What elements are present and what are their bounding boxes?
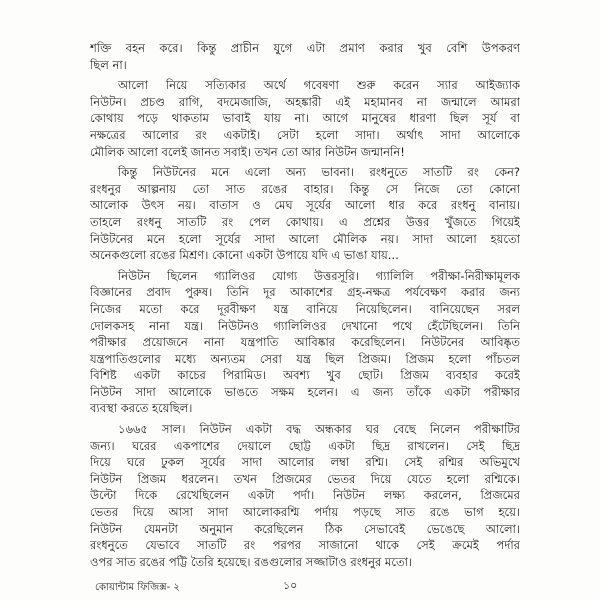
text-line: দিয়ে ঘরে ঢুকল সূর্যের সাদা আলোর লম্বা রশ্মি। সেই রশ্মির অভিমুখে <box>90 455 520 470</box>
text-line: ব্যবস্থা করতে হয়েছিল। <box>90 401 193 416</box>
text-line: ১৬৬৫ সাল। নিউটন একটা বদ্ধ অন্ধকার ঘর বেছে নিলেন পরীক্ষাটির <box>118 422 520 437</box>
text-line: নিউটন। প্রচণ্ড রাগি, বদমেজাজি, অহঙ্কারী এই মহামানব না জন্মালে আমরা <box>90 94 520 109</box>
text-line: মৌলিক আলো বলেই জানত সবাই। তখন তো আর নিউটন জন্মাননি! <box>90 144 405 159</box>
text-line: উল্টো দিকে রেখেছিলেন একটা পর্দা। নিউটন লক্ষ্য করলেন, প্রিজমের <box>90 488 520 503</box>
text-line: ওপর সাত রঙের পট্টি তৈরি হয়েছে। রঙগুলোর সজ্জাটাও রংধনুর মতো। <box>90 554 413 569</box>
text-line: ভেতর দিয়ে আসা সাদা আলোকরশ্মি পর্দায় পড়ছে সাত রঙে ভাগ হয়ে। <box>90 505 520 520</box>
text-line: বিশিষ্ট একটা কাচের পিরামিড। অবশ্য খুব ছোট। প্রিজম ব্যবহার করেই <box>90 368 520 383</box>
paragraph <box>90 77 520 160</box>
text-line: নিউটনের মনে হলো সূর্যের সাদা আলো মৌলিক নয়। সাদা আলো হয়তো <box>90 231 520 246</box>
paragraph <box>90 268 520 417</box>
text-line: নক্ষত্রের আলোর রং একটাই। সেটা হলো সাদা। অর্থাৎ সাদা আলোকে <box>90 127 520 142</box>
text-line: রংধনুতে যেভাবে সাতটি রং পরপর সাজানো থাকে সেই ক্রমেই পর্দার <box>90 538 520 553</box>
paragraph <box>90 421 520 570</box>
text-line: দোলকসহ নানা যন্ত্র। নিউটনও গ্যালিলিওর দেখানো পথে হেঁটেছিলেন। তিনি <box>90 318 520 333</box>
text-line: জন্য। ঘরের একপাশের দেয়ালে ছোট্ট একটা ছিদ্র রাখলেন। সেই ছিদ্র <box>90 438 520 453</box>
paragraph <box>90 40 520 73</box>
page-number: ১০ <box>283 579 298 592</box>
text-line: নিউটন যেমনটা অনুমান করেছিলেন ঠিক সেভাবেই ভেঙেছে আলো। <box>90 521 520 536</box>
text-line: নিউটন সাদা আলোকে ভাঙতে সক্ষম হলেন। এ জন্য তাঁকে একটা পরীক্ষার <box>90 384 520 399</box>
text-line: অনেকগুলো রঙের মিশ্রণ। কোনো একটা উপায়ে যদি এ ভাঙা যায়... <box>90 248 399 263</box>
text-line: রংধনুর আল্পনায় তো সাত রঙের বাহার। কিন্তু সে নিজে তো কোনো <box>90 181 520 196</box>
text-line: আলো নিয়ে সত্যিকার অর্থে গবেষণা শুরু করেন স্যার আইজ্যাক <box>118 78 520 93</box>
text-line: নিউটন প্রিজম ধরলেন। তখন প্রিজমের ভেতর দিয়ে যেতে হলো রশ্মিকে। <box>90 471 520 486</box>
text-line: পরীক্ষার প্রয়োজনে নানা যন্ত্রপাতি আবিষ্কার করেছিলেন। নিউটনের আবিষ্কৃত <box>90 335 520 350</box>
text-line: তাহলে রংধনু সাতটি রং পেল কোথায়। এ প্রশ্নের উত্তর খুঁজতে গিয়েই <box>90 214 520 229</box>
text-line: শক্তি বহন করে। কিন্তু প্রাচীন যুগে এটা প্রমাণ করার খুব বেশি উপকরণ <box>90 41 520 55</box>
text-line: কিন্তু নিউটনের মনে এলো অন্য ভাবনা। রংধনুতে সাতটি রং কেন? <box>118 165 520 180</box>
text-line: নিজের মতো করে দূরবীক্ষণ যন্ত্র বানিয়ে নিয়েছিলেন। বানিয়েছেন সরল <box>90 301 520 316</box>
text-line: আলোক উৎস নয়। বাতাস ও মেঘ সূর্যের আলো ধার করে রংধনু বানায়। <box>90 198 520 213</box>
text-line: নিউটন ছিলেন গ্যালিওর যোগ্য উত্তরসূরি। গ্যালিলি পরীক্ষা-নিরীক্ষামূলক <box>118 268 520 283</box>
paragraph <box>90 164 520 264</box>
text-line: কোথায় পড়ে থাকতাম ভাবাই যায় না। আগে মানুষের ধারণা ছিল সূর্য বা <box>90 111 520 126</box>
text-line: ছিল না। <box>90 57 127 72</box>
body-text <box>90 40 520 570</box>
text-line: যন্ত্রপাতিগুলোর মধ্যে অন্যতম সেরা যন্ত্র ছিল প্রিজম। প্রিজম হলো পাঁচতল <box>90 351 520 366</box>
footer-book-title: কোয়ান্টাম ফিজিক্স- ২ <box>95 582 180 593</box>
text-line: বিজ্ঞানের প্রবাদ পুরুষ। তিনি দূর আকাশের গ্রহ-নক্ষত্র পর্যবেক্ষণ করার জন্য <box>90 285 520 300</box>
